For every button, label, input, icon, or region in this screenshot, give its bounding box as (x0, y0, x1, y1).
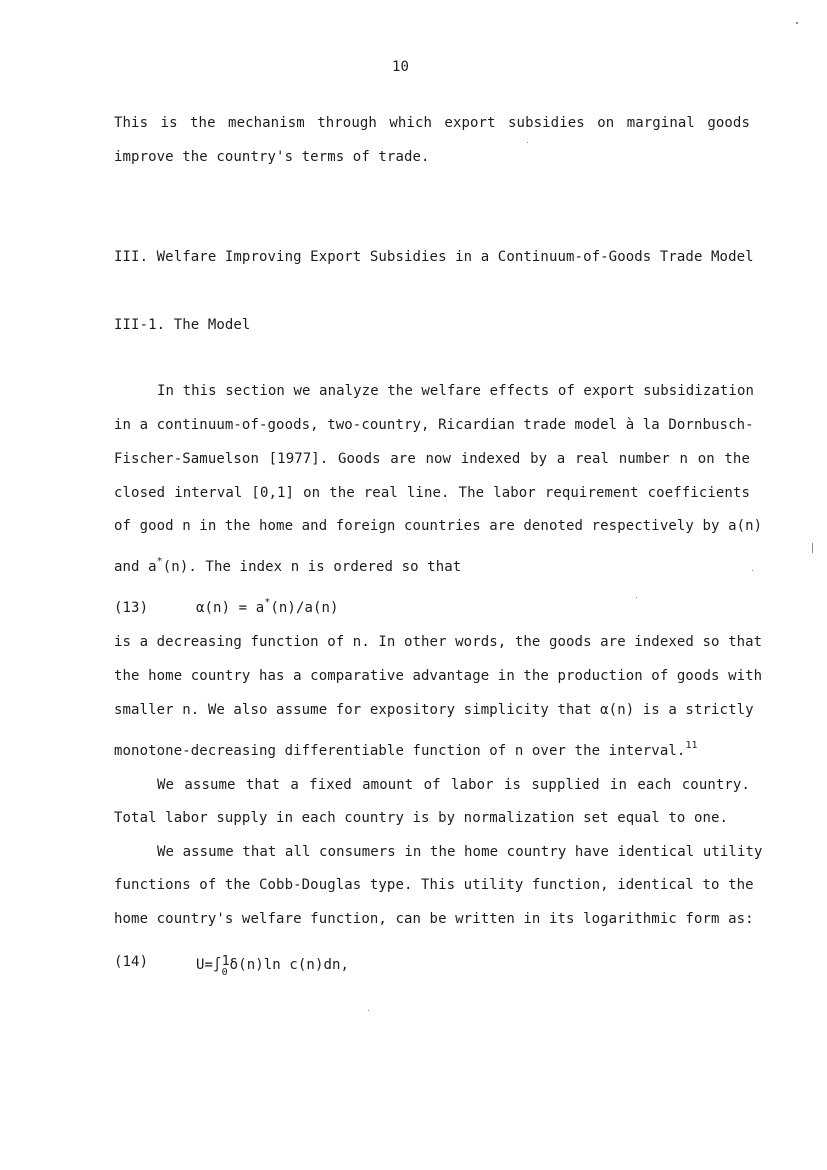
equation-13-body (196, 599, 339, 617)
integral-lower-limit: 0 (221, 967, 228, 978)
para2-line-3: smaller n. We also assume for expository simplicity that α(n) is a strictly (114, 702, 754, 718)
para1-line-1: In this section we analyze the welfare effects of export subsidization (157, 383, 755, 399)
para2-last-text: monotone-decreasing differentiable function of n over the interval. (114, 743, 686, 759)
scan-speck (527, 142, 528, 143)
page-number: 10 (392, 59, 410, 75)
integral-upper-limit: 1 (221, 954, 230, 969)
equation-13-lhs: α(n) = a (196, 600, 265, 616)
equation-13-star: * (264, 597, 271, 608)
subsection-heading: III-1. The Model (114, 317, 251, 333)
para1-line-5: of good n in the home and foreign countries are denoted respectively by a(n) (114, 518, 763, 534)
para1-line-4: closed interval [0,1] on the real line. The labor requirement coefficients (114, 485, 750, 501)
scan-speck (796, 22, 798, 24)
superscript-star: * (156, 556, 163, 567)
intro-line-1: This is the mechanism through which export subsidies on marginal goods (114, 115, 750, 131)
para2-line-4 (114, 742, 750, 760)
para1-last-suffix: (n). The index n is ordered so that (162, 559, 462, 575)
para4-line-3: home country's welfare function, can be written in its logarithmic form as: (114, 911, 754, 927)
equation-14-lhs: U=∫ (196, 957, 222, 973)
section-heading: III. Welfare Improving Export Subsidies in a Continuum-of-Goods Trade Model (114, 249, 754, 265)
equation-14-body (196, 953, 349, 982)
para1-line-3: Fischer-Samuelson [1977]. Goods are now indexed by a real number n on the (114, 451, 750, 467)
scan-speck (812, 543, 813, 553)
equation-14-number: (14) (114, 954, 149, 970)
scan-speck (636, 597, 637, 598)
para4-line-2: functions of the Cobb-Douglas type. This utility function, identical to the (114, 877, 754, 893)
para1-last-prefix: and a (114, 559, 157, 575)
intro-line-2: improve the country's terms of trade. (114, 149, 430, 165)
para1-line-2: in a continuum-of-goods, two-country, Ricardian trade model à la Dornbusch- (114, 417, 754, 433)
equation-13-number: (13) (114, 600, 149, 616)
para1-line-6 (114, 558, 750, 576)
scan-speck (368, 1010, 369, 1011)
para4-line-1: We assume that all consumers in the home country have identical utility (157, 844, 763, 860)
para3-line-2: Total labor supply in each country is by normalization set equal to one. (114, 810, 729, 826)
para2-line-1: is a decreasing function of n. In other words, the goods are indexed so that (114, 634, 763, 650)
para3-line-1: We assume that a fixed amount of labor is supplied in each country. (157, 777, 750, 793)
footnote-marker: 11 (685, 740, 698, 751)
scan-speck (752, 570, 753, 571)
para2-line-2: the home country has a comparative advantage in the production of goods with (114, 668, 763, 684)
equation-13-rhs: (n)/a(n) (270, 600, 339, 616)
equation-14-rhs: δ(n)ln c(n)dn, (229, 957, 350, 973)
